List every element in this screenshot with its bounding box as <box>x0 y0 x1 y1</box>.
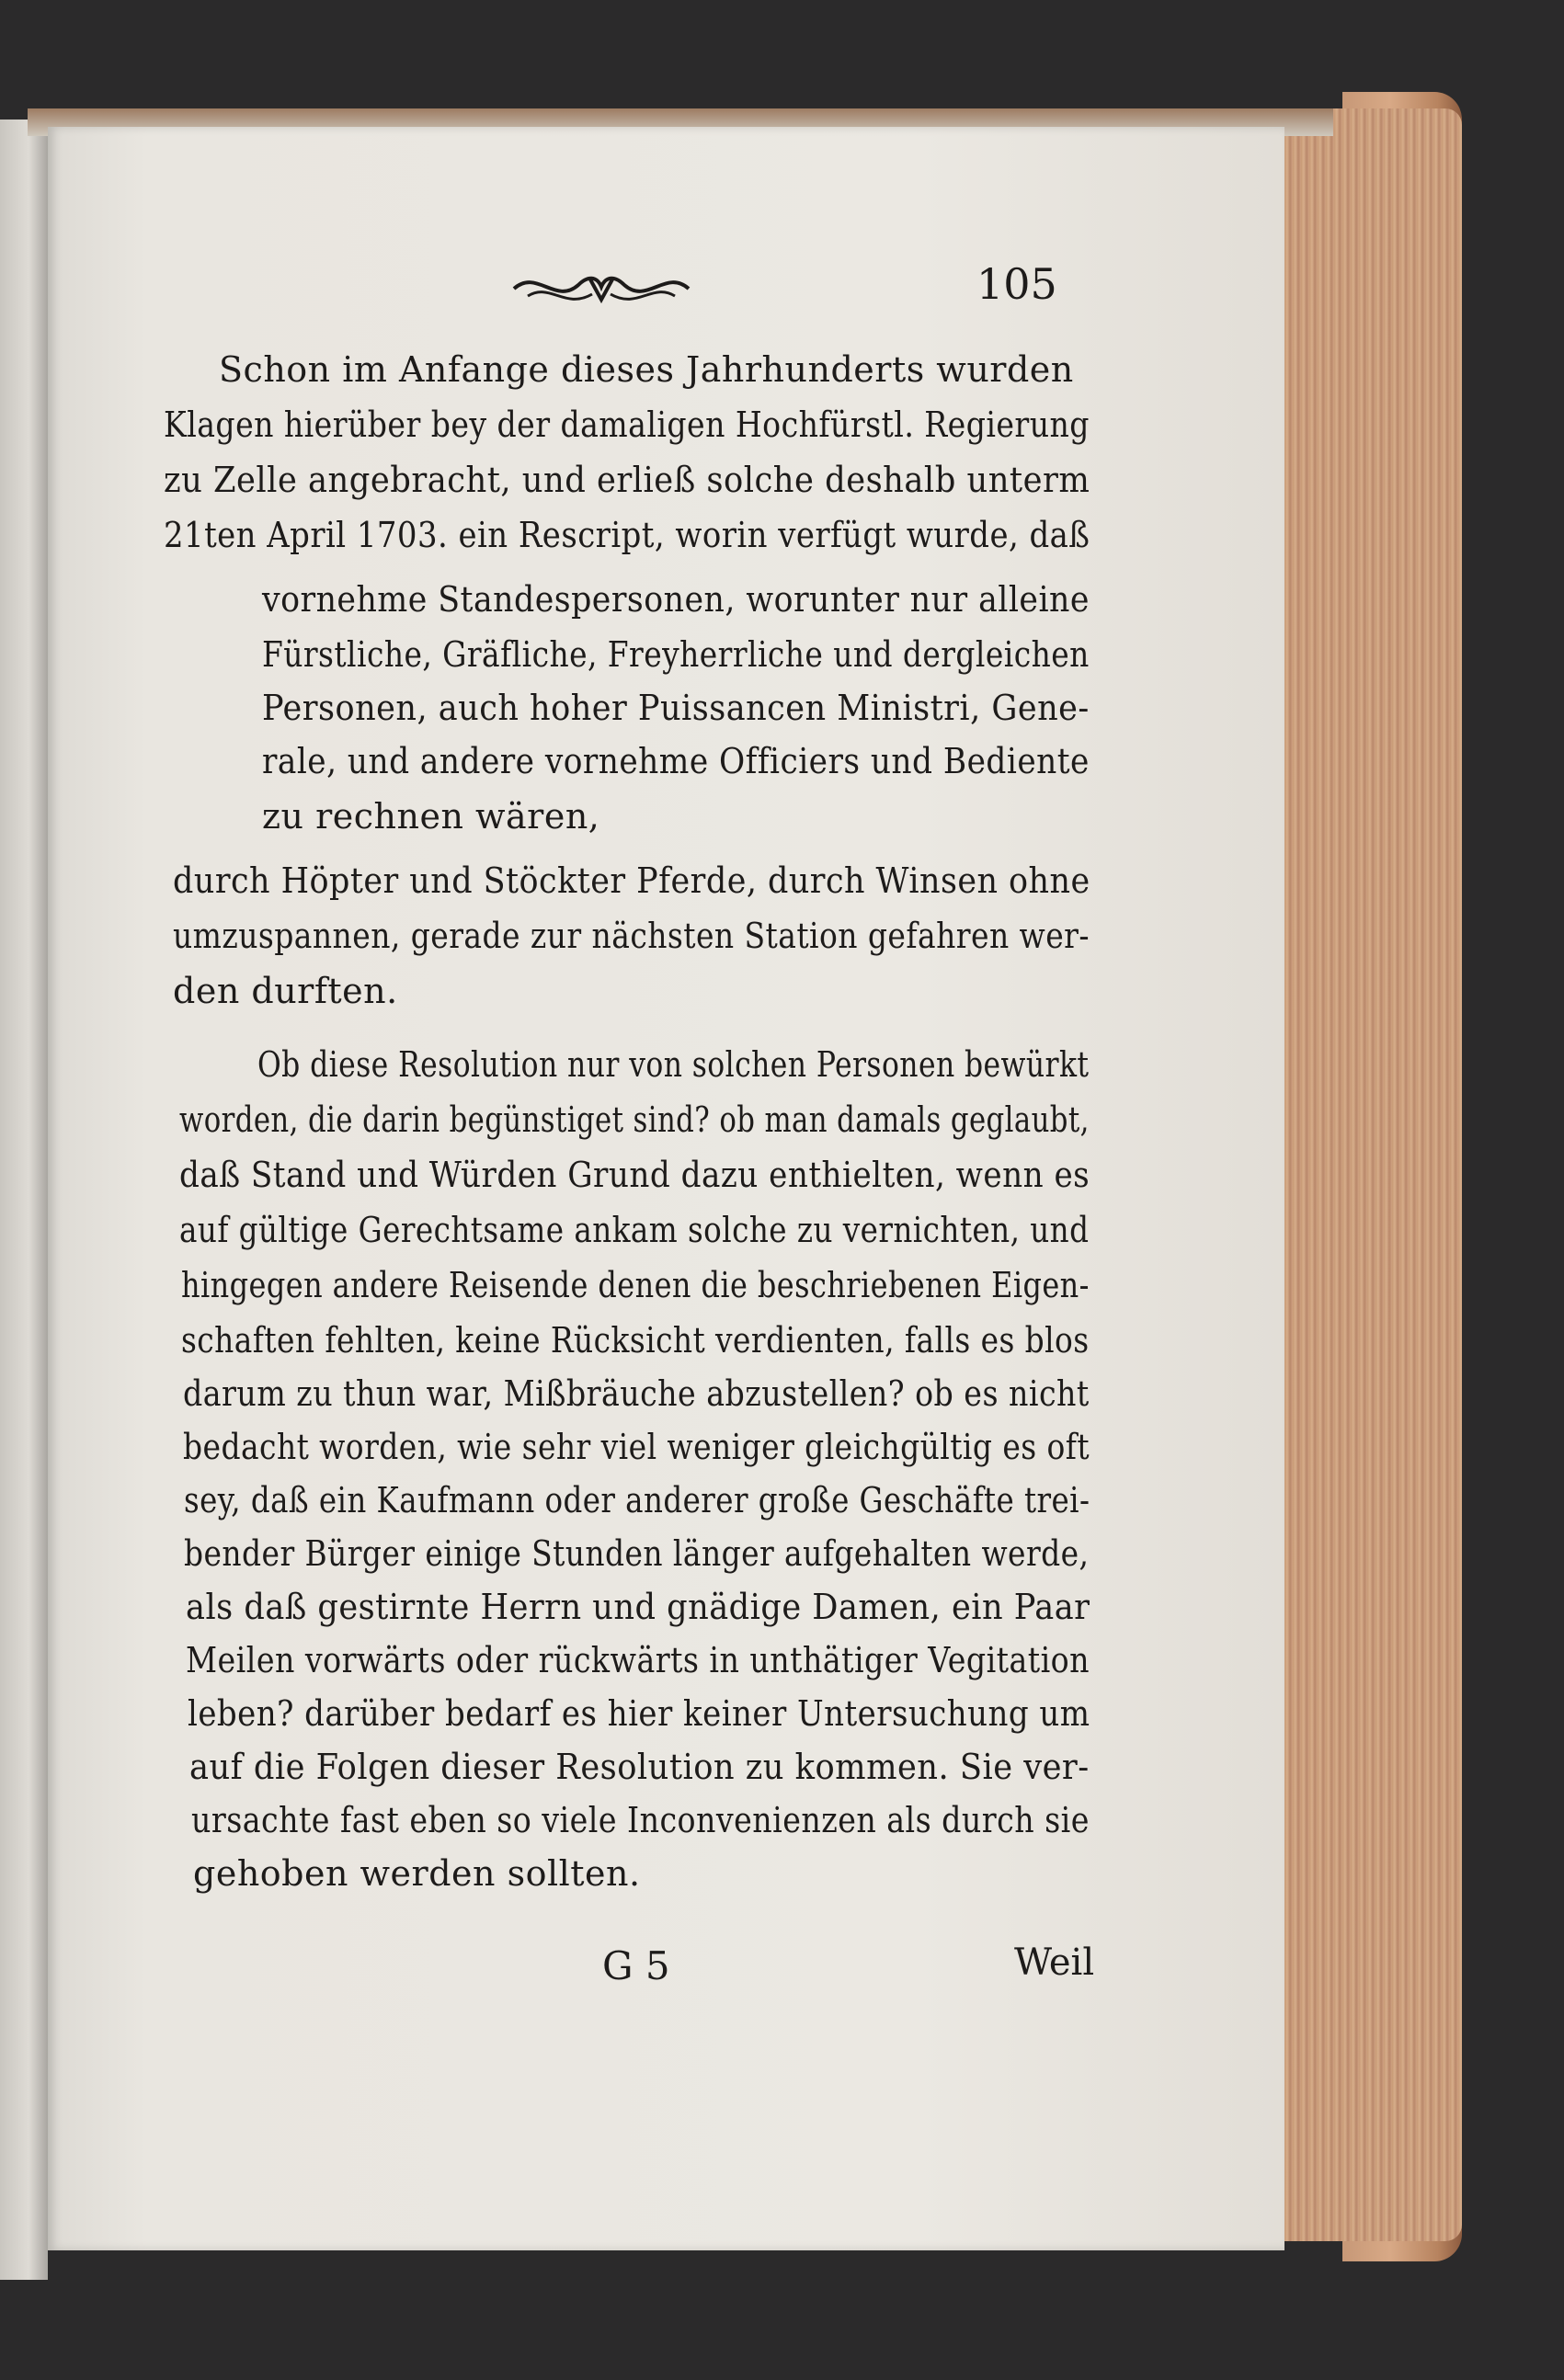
page-number: 105 <box>976 259 1057 309</box>
text-line: vornehme Standespersonen, worunter nur alleine <box>262 579 1090 620</box>
text-line: auf die Folgen dieser Resolution zu kommen. Sie ver- <box>189 1747 1090 1787</box>
text-line: Klagen hierüber bey der damaligen Hochfürstl. Regierung <box>164 404 1090 445</box>
left-page-edge <box>0 120 48 2280</box>
text-line: den durften. <box>173 971 398 1011</box>
text-line: Ob diese Resolution nur von solchen Personen bewürkt <box>257 1044 1090 1085</box>
text-line: durch Höpter und Stöckter Pferde, durch Winsen ohne <box>173 860 1090 901</box>
text-line: daß Stand und Würden Grund dazu enthielten, wenn es <box>179 1155 1090 1195</box>
text-line: umzuspannen, gerade zur nächsten Station gefahren wer- <box>173 916 1090 956</box>
ornament-icon <box>509 259 693 314</box>
text-line: ursachte fast eben so viele Inconvenienzen als durch sie <box>191 1800 1090 1840</box>
text-line: auf gültige Gerechtsame ankam solche zu vernichten, und <box>179 1210 1090 1250</box>
text-line: Meilen vorwärts oder rückwärts in unthätiger Vegitation <box>186 1640 1090 1680</box>
text-line: zu Zelle angebracht, und erließ solche deshalb unterm <box>164 460 1090 500</box>
text-line: rale, und andere vornehme Officiers und Bediente <box>262 741 1090 781</box>
catchword: Weil <box>1014 1942 1095 1984</box>
text-line: als daß gestirnte Herrn und gnädige Damen, ein Paar <box>186 1587 1090 1627</box>
text-line: Schon im Anfange dieses Jahrhunderts wurden <box>219 349 1074 390</box>
text-line: 21ten April 1703. ein Rescript, worin verfügt wurde, daß <box>164 515 1090 555</box>
text-line: bedacht worden, wie sehr viel weniger gleichgültig es oft <box>183 1427 1090 1467</box>
text-line: zu rechnen wären, <box>262 796 600 837</box>
text-line: bender Bürger einige Stunden länger aufgehalten werde, <box>184 1533 1090 1574</box>
text-line: hingegen andere Reisende denen die beschriebenen Eigen- <box>181 1265 1090 1305</box>
text-line: schaften fehlten, keine Rücksicht verdienten, falls es blos <box>181 1320 1090 1361</box>
text-line: Fürstliche, Gräfliche, Freyherrliche und dergleichen <box>262 634 1090 675</box>
text-line: worden, die darin begünstiget sind? ob man damals geglaubt, <box>179 1099 1090 1140</box>
text-line: leben? darüber bedarf es hier keiner Untersuchung um <box>188 1693 1090 1734</box>
text-line: Personen, auch hoher Puissancen Ministri, Gene- <box>262 688 1090 728</box>
printer-signature-mark: G 5 <box>602 1943 670 1988</box>
text-line: gehoben werden sollten. <box>193 1853 641 1894</box>
text-line: sey, daß ein Kaufmann oder anderer große Geschäfte trei- <box>184 1480 1090 1520</box>
text-line: darum zu thun war, Mißbräuche abzustellen? ob es nicht <box>183 1373 1090 1414</box>
page-fore-edge <box>1260 108 1462 2241</box>
